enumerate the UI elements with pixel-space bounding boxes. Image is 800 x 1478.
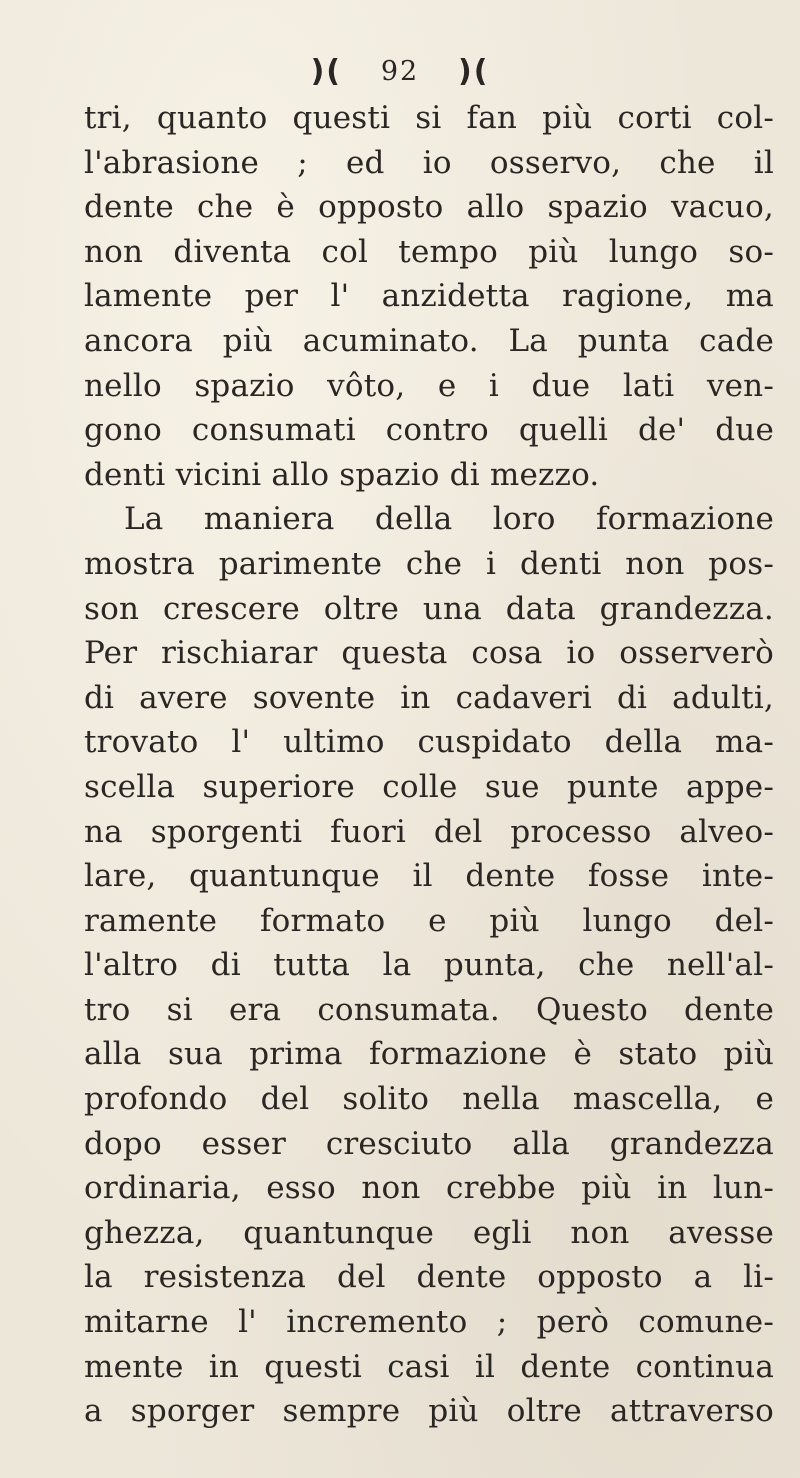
right-ornament: )(: [457, 54, 490, 89]
left-ornament: )(: [310, 54, 342, 89]
text-line-paragraph-start: La maniera della loro formazione: [124, 501, 774, 538]
page-number: 92: [380, 56, 420, 87]
text-line: mitarne l' incremento ; però comune-: [84, 1304, 774, 1341]
text-line: Per rischiarar questa cosa io osserverò: [84, 635, 774, 672]
text-line: ghezza, quantunque egli non avesse: [84, 1214, 774, 1251]
page-header: [0, 50, 800, 92]
text-line: profondo del solito nella mascella, e: [84, 1081, 774, 1118]
text-line: mostra parimente che i denti non pos-: [84, 545, 774, 582]
text-line: ramente formato e più lungo del-: [84, 902, 774, 939]
text-line: dente che è opposto allo spazio vacuo,: [84, 189, 774, 226]
page-body-text: [84, 96, 774, 1434]
text-line: nello spazio vôto, e i due lati ven-: [84, 367, 774, 404]
text-line: na sporgenti fuori del processo alveo-: [84, 813, 774, 850]
text-line: di avere sovente in cadaveri di adulti,: [84, 679, 774, 716]
text-line: lamente per l' anzidetta ragione, ma: [84, 278, 774, 315]
text-line: alla sua prima formazione è stato più: [84, 1036, 774, 1073]
text-line: a sporger sempre più oltre attraverso: [84, 1393, 774, 1430]
text-line: tri, quanto questi si fan più corti col-: [84, 100, 774, 136]
text-line: la resistenza del dente opposto a li-: [84, 1259, 774, 1296]
text-line: tro si era consumata. Questo dente: [84, 991, 774, 1028]
text-line: l'abrasione ; ed io osservo, che il: [84, 144, 774, 181]
text-line: denti vicini allo spazio di mezzo.: [84, 456, 600, 493]
text-line: non diventa col tempo più lungo so-: [84, 233, 774, 270]
text-line: dopo esser cresciuto alla grandezza: [84, 1125, 774, 1162]
text-line: ordinaria, esso non crebbe più in lun-: [84, 1170, 774, 1207]
text-line: l'altro di tutta la punta, che nell'al-: [84, 947, 774, 984]
text-line: son crescere oltre una data grandezza.: [84, 590, 774, 627]
text-line: mente in questi casi il dente continua: [84, 1348, 774, 1385]
text-line: trovato l' ultimo cuspidato della ma-: [84, 724, 774, 761]
text-line: ancora più acuminato. La punta cade: [84, 322, 774, 359]
text-line: gono consumati contro quelli de' due: [84, 412, 774, 449]
text-line: lare, quantunque il dente fosse inte-: [84, 858, 774, 895]
text-line: scella superiore colle sue punte appe-: [84, 768, 774, 805]
